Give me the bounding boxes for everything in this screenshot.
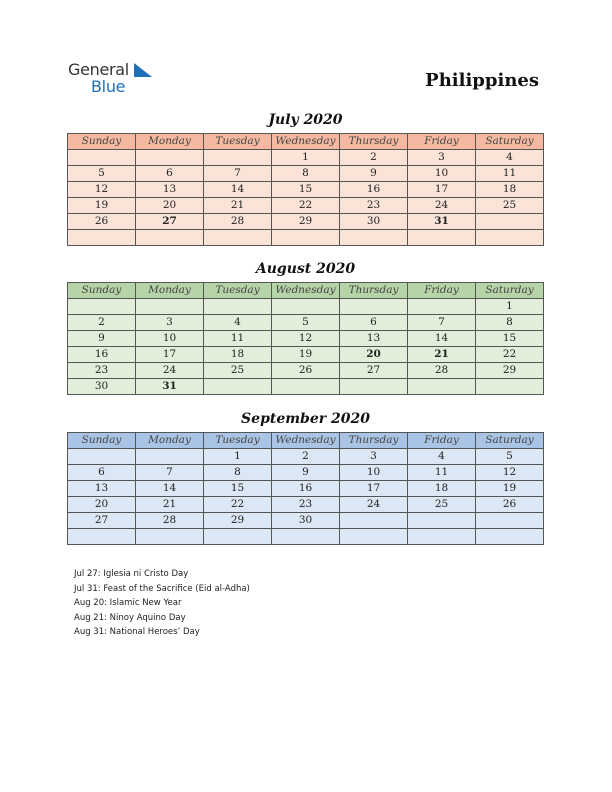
- day-cell: 8: [272, 166, 340, 182]
- weekday-header: Sunday: [68, 433, 136, 449]
- day-cell: 13: [136, 182, 204, 198]
- week-row: [68, 465, 544, 481]
- day-cell: 2: [272, 449, 340, 465]
- day-cell: [408, 513, 476, 529]
- day-cell: 19: [272, 347, 340, 363]
- day-cell: 11: [408, 465, 476, 481]
- day-cell: 15: [272, 182, 340, 198]
- day-cell: 18: [408, 481, 476, 497]
- day-cell: 10: [136, 331, 204, 347]
- day-cell: [68, 449, 136, 465]
- week-row: [68, 299, 544, 315]
- week-row: [68, 315, 544, 331]
- day-cell: [340, 379, 408, 395]
- day-cell: [340, 513, 408, 529]
- week-row: [68, 182, 544, 198]
- weekday-header-row: [68, 433, 544, 449]
- day-cell: 5: [272, 315, 340, 331]
- day-cell: 5: [68, 166, 136, 182]
- holiday-item: Jul 27: Iglesia ni Cristo Day: [74, 569, 189, 579]
- day-cell: 17: [408, 182, 476, 198]
- day-cell: 26: [476, 497, 544, 513]
- holiday-item: Aug 20: Islamic New Year: [74, 598, 182, 608]
- week-row: [68, 497, 544, 513]
- day-cell: 30: [340, 214, 408, 230]
- day-cell: [204, 299, 272, 315]
- day-cell: 7: [136, 465, 204, 481]
- day-cell: 9: [68, 331, 136, 347]
- calendar-august: [67, 282, 544, 395]
- weekday-header: Monday: [136, 134, 204, 150]
- day-cell: 25: [204, 363, 272, 379]
- day-cell: 8: [204, 465, 272, 481]
- day-cell: 1: [272, 150, 340, 166]
- day-cell: [408, 529, 476, 545]
- day-cell: [204, 150, 272, 166]
- day-cell: 21: [204, 198, 272, 214]
- day-cell: 18: [476, 182, 544, 198]
- month-title-september: September 2020: [241, 411, 370, 427]
- country-title: Philippines: [425, 70, 539, 91]
- day-cell: [272, 379, 340, 395]
- day-cell: 11: [204, 331, 272, 347]
- calendar-july: [67, 133, 544, 246]
- day-cell: 29: [476, 363, 544, 379]
- day-cell: [136, 529, 204, 545]
- day-cell: 22: [476, 347, 544, 363]
- weekday-header: Thursday: [340, 433, 408, 449]
- day-cell: 2: [68, 315, 136, 331]
- day-cell: 12: [476, 465, 544, 481]
- day-cell: 20: [68, 497, 136, 513]
- logo-word-blue: Blue: [91, 77, 126, 96]
- day-cell: 15: [204, 481, 272, 497]
- holiday-item: Aug 31: National Heroes’ Day: [74, 627, 200, 637]
- day-cell: 28: [204, 214, 272, 230]
- weekday-header: Tuesday: [204, 433, 272, 449]
- week-row: [68, 481, 544, 497]
- day-cell: 13: [340, 331, 408, 347]
- week-row: [68, 214, 544, 230]
- logo-word-general: General: [68, 60, 129, 79]
- day-cell: [476, 379, 544, 395]
- weekday-header: Wednesday: [272, 134, 340, 150]
- week-row: [68, 347, 544, 363]
- day-cell: [476, 214, 544, 230]
- day-cell: [68, 299, 136, 315]
- day-cell: 19: [476, 481, 544, 497]
- weekday-header: Sunday: [68, 283, 136, 299]
- day-cell: 31: [136, 379, 204, 395]
- day-cell: [68, 230, 136, 246]
- day-cell: 4: [204, 315, 272, 331]
- day-cell: 12: [272, 331, 340, 347]
- day-cell: 16: [340, 182, 408, 198]
- day-cell: 29: [204, 513, 272, 529]
- week-row: [68, 150, 544, 166]
- day-cell: 20: [136, 198, 204, 214]
- day-cell: [68, 150, 136, 166]
- week-row: [68, 449, 544, 465]
- day-cell: 1: [476, 299, 544, 315]
- weekday-header: Wednesday: [272, 283, 340, 299]
- day-cell: 28: [136, 513, 204, 529]
- day-cell: 6: [68, 465, 136, 481]
- day-cell: 14: [408, 331, 476, 347]
- weekday-header: Saturday: [476, 433, 544, 449]
- day-cell: [136, 299, 204, 315]
- weekday-header-row: [68, 283, 544, 299]
- day-cell: 27: [136, 214, 204, 230]
- weekday-header: Tuesday: [204, 134, 272, 150]
- day-cell: 25: [408, 497, 476, 513]
- weekday-header: Monday: [136, 433, 204, 449]
- day-cell: 16: [68, 347, 136, 363]
- day-cell: 19: [68, 198, 136, 214]
- day-cell: [204, 379, 272, 395]
- day-cell: 12: [68, 182, 136, 198]
- day-cell: [476, 230, 544, 246]
- day-cell: 28: [408, 363, 476, 379]
- day-cell: 9: [272, 465, 340, 481]
- day-cell: 26: [272, 363, 340, 379]
- day-cell: 1: [204, 449, 272, 465]
- day-cell: 4: [408, 449, 476, 465]
- holiday-list: [74, 567, 250, 640]
- day-cell: [136, 449, 204, 465]
- day-cell: 6: [136, 166, 204, 182]
- day-cell: 22: [204, 497, 272, 513]
- day-cell: 14: [136, 481, 204, 497]
- day-cell: 16: [272, 481, 340, 497]
- weekday-header: Friday: [408, 433, 476, 449]
- day-cell: 11: [476, 166, 544, 182]
- day-cell: 31: [408, 214, 476, 230]
- day-cell: [408, 230, 476, 246]
- weekday-header: Saturday: [476, 134, 544, 150]
- day-cell: [408, 299, 476, 315]
- weekday-header: Friday: [408, 283, 476, 299]
- weekday-header: Sunday: [68, 134, 136, 150]
- day-cell: 21: [136, 497, 204, 513]
- day-cell: [408, 379, 476, 395]
- week-row: [68, 513, 544, 529]
- day-cell: [204, 529, 272, 545]
- day-cell: 6: [340, 315, 408, 331]
- weekday-header: Wednesday: [272, 433, 340, 449]
- weekday-header-row: [68, 134, 544, 150]
- day-cell: 15: [476, 331, 544, 347]
- day-cell: 26: [68, 214, 136, 230]
- week-row: [68, 529, 544, 545]
- day-cell: 9: [340, 166, 408, 182]
- weekday-header: Monday: [136, 283, 204, 299]
- day-cell: 18: [204, 347, 272, 363]
- week-row: [68, 198, 544, 214]
- day-cell: [136, 230, 204, 246]
- day-cell: [68, 529, 136, 545]
- day-cell: 10: [340, 465, 408, 481]
- week-row: [68, 379, 544, 395]
- day-cell: 24: [408, 198, 476, 214]
- day-cell: 10: [408, 166, 476, 182]
- weekday-header: Thursday: [340, 134, 408, 150]
- week-row: [68, 230, 544, 246]
- day-cell: 23: [340, 198, 408, 214]
- day-cell: 27: [68, 513, 136, 529]
- day-cell: 4: [476, 150, 544, 166]
- day-cell: 7: [408, 315, 476, 331]
- day-cell: [476, 513, 544, 529]
- day-cell: [476, 529, 544, 545]
- holiday-item: Jul 31: Feast of the Sacrifice (Eid al-Adha): [74, 583, 250, 594]
- holiday-item: Aug 21: Ninoy Aquino Day: [74, 612, 186, 623]
- week-row: [68, 166, 544, 182]
- weekday-header: Tuesday: [204, 283, 272, 299]
- day-cell: 24: [340, 497, 408, 513]
- day-cell: 3: [408, 150, 476, 166]
- week-row: [68, 331, 544, 347]
- day-cell: [272, 299, 340, 315]
- general-blue-logo: [68, 60, 168, 96]
- day-cell: 14: [204, 182, 272, 198]
- day-cell: 7: [204, 166, 272, 182]
- month-title-july: July 2020: [268, 112, 343, 128]
- weekday-header: Thursday: [340, 283, 408, 299]
- weekday-header: Friday: [408, 134, 476, 150]
- calendar-september: [67, 432, 544, 545]
- day-cell: 2: [340, 150, 408, 166]
- day-cell: [340, 529, 408, 545]
- day-cell: 22: [272, 198, 340, 214]
- logo-triangle-icon: [134, 63, 152, 77]
- day-cell: 21: [408, 347, 476, 363]
- day-cell: 8: [476, 315, 544, 331]
- day-cell: 5: [476, 449, 544, 465]
- day-cell: 20: [340, 347, 408, 363]
- day-cell: 24: [136, 363, 204, 379]
- day-cell: 23: [272, 497, 340, 513]
- day-cell: 30: [272, 513, 340, 529]
- day-cell: [136, 150, 204, 166]
- day-cell: [204, 230, 272, 246]
- day-cell: [272, 529, 340, 545]
- day-cell: 25: [476, 198, 544, 214]
- day-cell: 3: [340, 449, 408, 465]
- day-cell: 13: [68, 481, 136, 497]
- week-row: [68, 363, 544, 379]
- day-cell: 29: [272, 214, 340, 230]
- month-title-august: August 2020: [255, 261, 356, 277]
- day-cell: [340, 299, 408, 315]
- day-cell: 3: [136, 315, 204, 331]
- day-cell: 17: [136, 347, 204, 363]
- day-cell: [340, 230, 408, 246]
- day-cell: 17: [340, 481, 408, 497]
- weekday-header: Saturday: [476, 283, 544, 299]
- day-cell: 27: [340, 363, 408, 379]
- day-cell: 30: [68, 379, 136, 395]
- day-cell: 23: [68, 363, 136, 379]
- day-cell: [272, 230, 340, 246]
